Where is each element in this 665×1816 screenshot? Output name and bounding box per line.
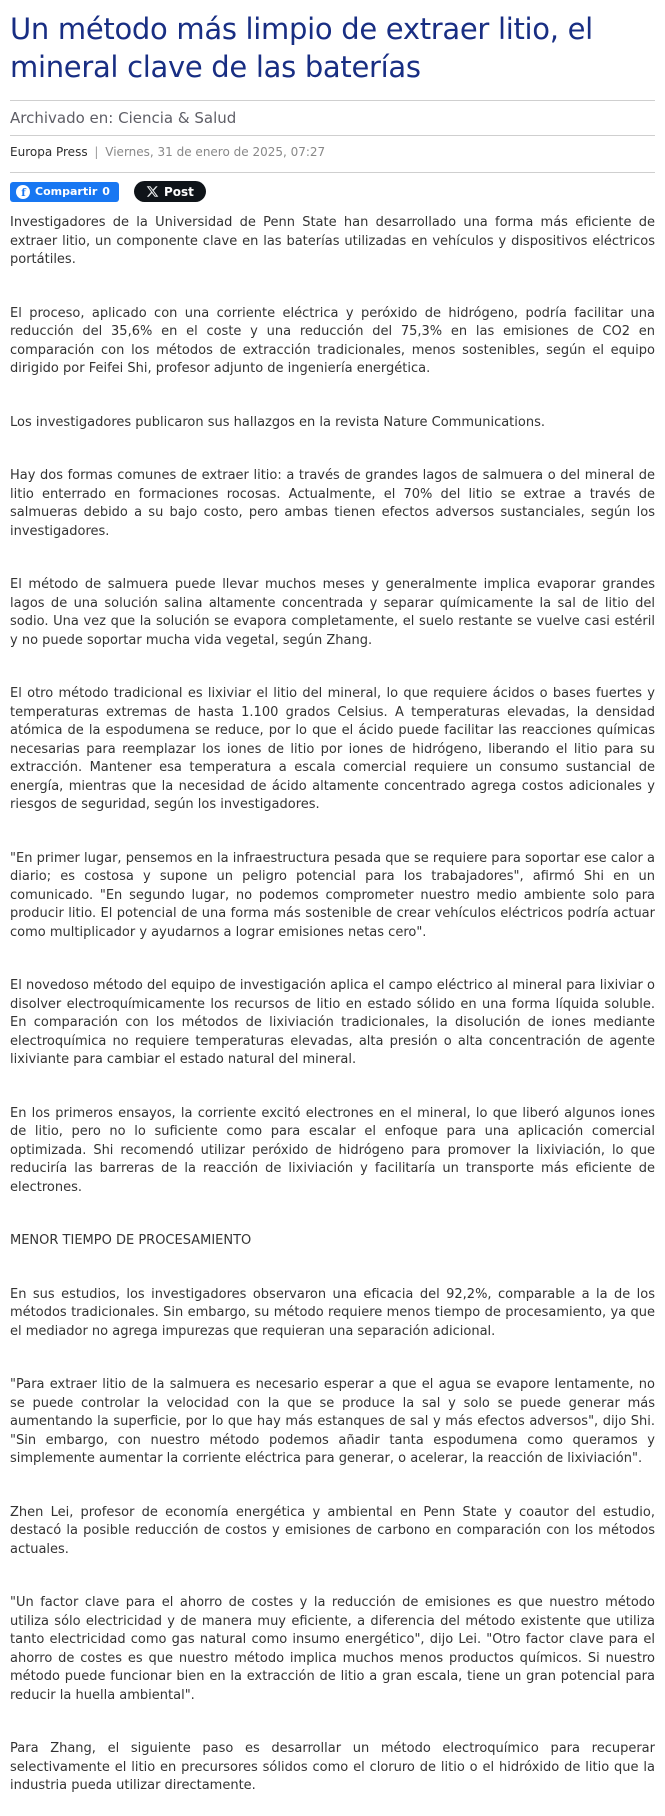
svg-text:f: f (21, 186, 26, 199)
article-paragraph: "Un factor clave para el ahorro de costes y la reducción de emisiones es que nuestro método utiliza sólo electricidad y de manera muy eficiente, a diferencia del método existente que utiliza tanto electricidad como gas natural como insumo energético", dijo Lei. "Otro factor clave para el ahorro de costes es que nuestro método implica muchos menos productos químicos. Si nuestro método puede funcionar bien en la extracción de litio a gran escala, tiene un gran potencial para reducir la huella ambiental". (10, 1595, 655, 1703)
article-paragraph: El novedoso método del equipo de investigación aplica el campo eléctrico al mineral para lixiviar o disolver electroquímicamente los recursos de litio en estado sólido en una forma líquida soluble. En comparación con los métodos de lixiviación tradicionales, la disolución de iones mediante electroquímica no requiere temperaturas elevadas, alta presión o alta concentración de agente lixiviante para cambiar el estado natural del mineral. (10, 978, 655, 1067)
byline-date: Viernes, 31 de enero de 2025, 07:27 (105, 145, 326, 159)
byline-source: Europa Press (10, 145, 88, 159)
byline (10, 136, 655, 173)
article-paragraph: En los primeros ensayos, la corriente excitó electrones en el mineral, lo que liberó algunos iones de litio, pero no lo suficiente como para escalar el enfoque para una aplicación comercial optimizada. Shi recomendó utilizar peróxido de hidrógeno para promover la lixiviación, lo que reduciría las barreras de la reacción de lixiviación y facilitaría un transporte más eficiente de electrones. (10, 1105, 655, 1195)
facebook-share-count: 0 (102, 185, 110, 198)
byline-separator: | (94, 145, 99, 159)
facebook-share-button[interactable] (10, 182, 119, 202)
article-paragraph: Los investigadores publicaron sus hallazgos en la revista Nature Communications. (10, 414, 545, 430)
article-paragraph: Investigadores de la Universidad de Penn State han desarrollado una forma más eficiente de extraer litio, un componente clave en las baterías utilizadas en vehículos y dispositivos eléctricos portátiles. (10, 215, 655, 267)
article-paragraph: El proceso, aplicado con una corriente eléctrica y peróxido de hidrógeno, podría facilitar una reducción del 35,6% en el coste y una reducción del 75,3% en las emisiones de CO2 en comparación con los métodos de extracción tradicionales, menos sostenibles, según el equipo dirigido por Feifei Shi, profesor adjunto de ingeniería energética. (10, 305, 655, 376)
x-icon (146, 185, 159, 198)
article-paragraph: Para Zhang, el siguiente paso es desarrollar un método electroquímico para recuperar selectivamente el litio en precursores sólidos como el cloruro de litio o el hidróxido de litio que la industria pueda utilizar directamente. (10, 1741, 655, 1793)
article-paragraph: El otro método tradicional es lixiviar el litio del mineral, lo que requiere ácidos o bases fuertes y temperaturas extremas de hasta 1.100 grados Celsius. A temperaturas elevadas, la densidad atómica de la espodumena se reduce, por lo que el ácido puede facilitar las reacciones químicas necesarias para reemplazar los iones de litio por iones de hidrógeno, liberando el litio para su extracción. Mantener esa temperatura a escala comercial requiere un consumo sustancial de energía, mientras que la necesidad de ácido altamente concentrado agrega costos adicionales y riesgos de seguridad, según los investigadores. (10, 686, 655, 812)
article-body (10, 214, 655, 1796)
article-subheading: MENOR TIEMPO DE PROCESAMIENTO (10, 1233, 252, 1248)
page-title: Un método más limpio de extraer litio, el mineral clave de las baterías (10, 12, 593, 84)
x-post-label: Post (163, 184, 194, 199)
article-paragraph: "Para extraer litio de la salmuera es necesario esperar a que el agua se evapore lentamente, no se puede controlar la velocidad con la que se produce la sal y solo se puede generar más aumentando la superficie, por lo que hay más estanques de sal y más efectos adversos", dijo Shi. "Sin embargo, con nuestro método podemos añadir tanta espodumena como queramos y simplemente aumentar la corriente eléctrica para generar, o acelerar, la reacción de lixiviación". (10, 1377, 655, 1466)
facebook-icon (16, 185, 30, 199)
article-paragraph: En sus estudios, los investigadores observaron una eficacia del 92,2%, comparable a la de los métodos tradicionales. Sin embargo, su método requiere menos tiempo de procesamiento, ya que el mediador no agrega impurezas que requieran una separación adicional. (10, 1286, 655, 1339)
share-buttons-row (10, 181, 655, 202)
x-post-button[interactable] (134, 181, 206, 202)
archived-label: Archivado en: (10, 109, 114, 127)
archived-category-link[interactable]: Ciencia & Salud (118, 109, 237, 127)
archived-in-bar (10, 100, 655, 136)
facebook-share-label: Compartir (35, 185, 98, 198)
article-paragraph: El método de salmuera puede llevar muchos meses y generalmente implica evaporar grandes lagos de una solución salina altamente concentrada y separar químicamente la sal de litio del sodio. Una vez que la solución se evapora completamente, el suelo restante se vuelve casi estéril y no puede soportar mucha vida vegetal, según Zhang. (10, 577, 655, 648)
article-paragraph: Hay dos formas comunes de extraer litio: a través de grandes lagos de salmuera o del mineral de litio enterrado en formaciones rocosas. Actualmente, el 70% del litio se extrae a través de salmueras debido a su bajo costo, pero ambas tienen efectos adversos sustanciales, según los investigadores. (10, 468, 655, 539)
article-paragraph: Zhen Lei, profesor de economía energética y ambiental en Penn State y coautor del estudio, destacó la posible reducción de costos y emisiones de carbono en comparación con los métodos actuales. (10, 1504, 655, 1557)
article-paragraph: "En primer lugar, pensemos en la infraestructura pesada que se requiere para soportar ese calor a diario; es costosa y supone un peligro potencial para los trabajadores", afirmó Shi en un comunicado. "En segundo lugar, no podemos comprometer nuestro medio ambiente solo para producir litio. El potencial de una forma más sostenible de crear vehículos eléctricos podría actuar como multiplicador y ayudarnos a lograr emisiones netas cero". (10, 850, 655, 940)
